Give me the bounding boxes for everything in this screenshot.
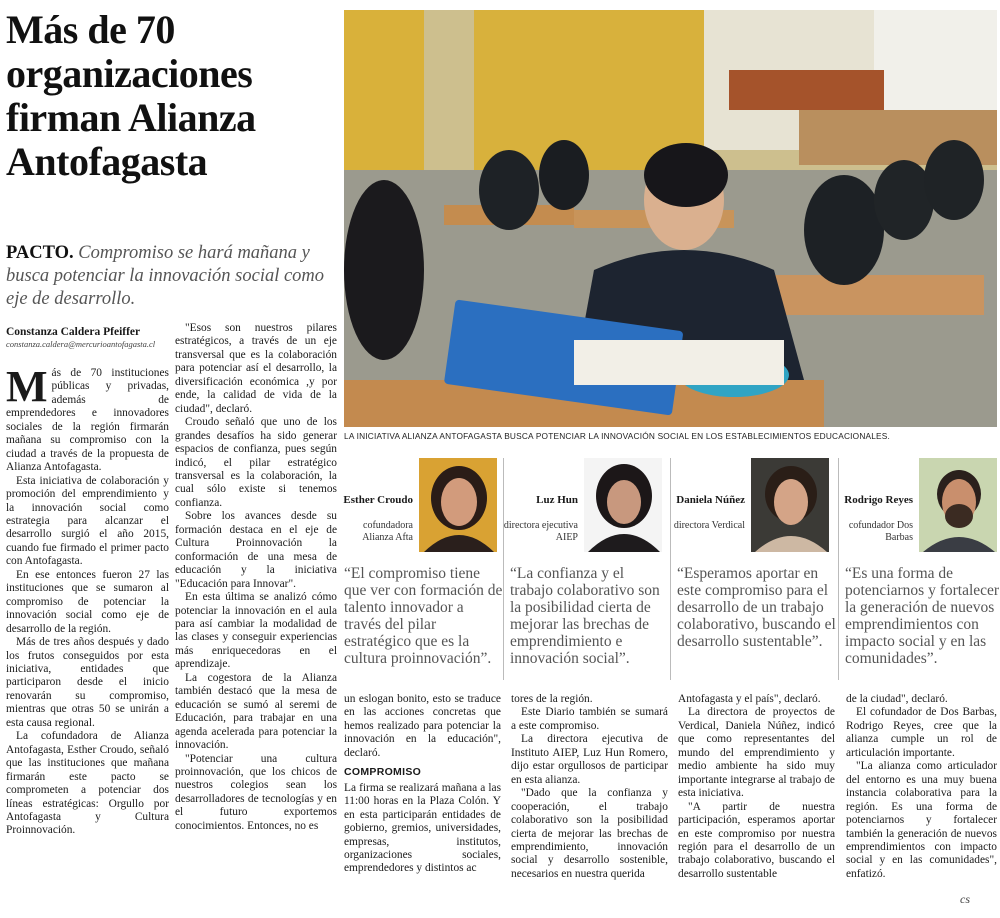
col1-p4: Más de tres años después y dado los frutos conseguidos por esta iniciativa, entidades que participaron desde el inicio renovarán su compromiso, mientras que otras 50 se unirán a esta causa regional. [6, 636, 169, 729]
body-column-6 [846, 693, 997, 881]
main-photo [344, 10, 997, 427]
body-column-3 [344, 693, 501, 876]
author-signature: cs [960, 892, 970, 906]
subhead-compromiso: COMPROMISO [344, 766, 422, 779]
col2-p5: La cogestora de la Alianza también destacó que la mesa de educación se sumó al seremi de Educación, para trabajar en una agenda acelerada para potenciar la innovación. [175, 671, 337, 752]
body-column-5 [678, 693, 835, 881]
person-role: cofundador Dos Barbas [848, 520, 913, 543]
col1-p5: La cofundadora de Alianza Antofagasta, Esther Croudo, señaló que las instituciones que mañana firmarán este pacto se comprometen a potenciar dos líneas estratégicas: Orgullo por Antofagasta y Cultura Proinnovación. [6, 730, 169, 837]
col2-p1: "Esos son nuestros pilares estratégicos, a través de un eje transversal que es la colaboración para potenciar así el desarrollo, la diversificación económica ,y por ende, la calidad de vida de la ciudad", declaró. [175, 322, 337, 415]
person-name: Esther Croudo [343, 494, 413, 506]
col5-p3: "A partir de nuestra participación, esperamos aportar en este compromiso por nuestra región para el desarrollo de un trabajo colaborativo, buscando el desarrollo sustentable [678, 800, 835, 880]
body-column-4 [511, 693, 668, 881]
col6-p1: de la ciudad", declaró. [846, 693, 948, 705]
byline [6, 325, 176, 350]
col5-p2: La directora de proyectos de Verdical, Daniela Núñez, indicó que como representantes del mundo del emprendimiento y medio ambiente ha sido muy importante integrarse al trabajo de esta iniciativa. [678, 706, 835, 800]
portrait-photo [751, 458, 829, 552]
pull-quote-daniela: “Esperamos aportar en este compromiso para el desarrollo de un trabajo colaborativo, buscando el desarrollo sustentable”. [677, 565, 836, 650]
byline-author: Constanza Caldera Pfeiffer [6, 326, 141, 338]
person-role: directora Verdical [673, 520, 745, 531]
person-daniela-nunez [667, 458, 829, 552]
portrait-photo [919, 458, 997, 552]
portrait-photo [584, 458, 662, 552]
col1-p1: ás de 70 instituciones públicas y privadas, además de emprendedores e innovadores sociales de la región firmarán mañana su compromiso con la ciudad a través de la propuesta de Alianza Antofagasta. [6, 367, 169, 474]
col2-p3: Sobre los avances desde su formación destaca en el eje de Cultura Proinnovación la conformación de una mesa de educación y la iniciativa "Educación para Innovar". [175, 510, 337, 590]
person-role: directora ejecutiva AIEP [503, 520, 578, 543]
body-column-1 [6, 362, 169, 838]
portrait-rodrigo [919, 458, 997, 552]
person-name: Luz Hun [536, 494, 578, 506]
col6-p2: El cofundador de Dos Barbas, Rodrigo Reyes, cree que la alianza cumple un rol de articulación importante. [846, 706, 997, 759]
person-name: Daniela Núñez [676, 494, 745, 506]
col1-p3: En ese entonces fueron 27 las instituciones que se sumaron al compromiso de potenciar la innovación social como eje de desarrollo de la región. [6, 568, 169, 635]
person-rodrigo-reyes [835, 458, 997, 552]
dropcap: M [6, 362, 48, 411]
col2-p6: "Potenciar una cultura proinnovación, que los chicos de nuestros colegios sean los desarrolladores de tecnologías y en el futuro exportemos conocimientos. Entonces, no es [175, 752, 337, 832]
col4-p3: La directora ejecutiva de Instituto AIEP, Luz Hun Romero, dijo estar orgullosos de participar en esta alianza. [511, 733, 668, 786]
col5-p1: Antofagasta y el país", declaró. [678, 693, 821, 705]
person-esther-croudo [335, 458, 497, 552]
portrait-photo [419, 458, 497, 552]
col2-p2: Croudo señaló que uno de los grandes desafíos ha sido generar espacios de confianza, pues según indicó, el pilar estratégico transversal es la colaboración, la cual sólo existe si tenemos confianza. [175, 416, 337, 509]
person-luz-hun [500, 458, 662, 552]
deck-kicker: PACTO. [6, 243, 74, 263]
body-column-2 [175, 322, 337, 833]
pull-quote-esther: “El compromiso tiene que ver con formación de talento innovador a través del pilar estratégico que es la cultura proinnovación”. [344, 565, 503, 667]
person-name: Rodrigo Reyes [844, 494, 913, 506]
pull-quote-rodrigo: “Es una forma de potenciarnos y fortalecer la generación de nuevos emprendimientos con impacto social y en las comunidades”. [845, 565, 1000, 667]
photo-caption: LA INICIATIVA ALIANZA ANTOFAGASTA BUSCA POTENCIAR LA INNOVACIÓN SOCIAL EN LOS ESTABLECIMIENTOS EDUCACIONALES. [344, 431, 891, 441]
deck [6, 242, 336, 311]
column-divider [670, 458, 671, 680]
col4-p4: "Dado que la confianza y cooperación, el trabajo colaborativo son la posibilidad cierta de mejorar las brechas de emprendimiento, innovación social y desarrollo sostenible, necesarios en nuestra querida [511, 787, 668, 880]
column-divider [838, 458, 839, 680]
portrait-daniela [751, 458, 829, 552]
col2-p4: En esta última se analizó cómo potenciar la innovación en el aula para así cambiar la modalidad de las clases y conseguir experiencias más enriquecedoras en el aprendizaje. [175, 591, 337, 671]
portrait-esther [419, 458, 497, 552]
classroom-photo [344, 10, 997, 427]
portrait-luz [584, 458, 662, 552]
column-divider [503, 458, 504, 680]
col6-p3: "La alianza como articulador del entorno es una muy buena instancia colaborativa para la región. Es una forma de potenciarnos y fortalecer también la generación de nuevos emprendimientos con impacto social y en las comunidades", enfatizó. [846, 760, 997, 880]
col4-p1: tores de la región. [511, 693, 593, 705]
deck-text: Compromiso se hará mañana y busca potenciar la innovación social como eje de desarrollo. [6, 243, 325, 309]
byline-email: constanza.caldera@mercurioantofagasta.cl [6, 339, 156, 349]
pull-quote-luz: “La confianza y el trabajo colaborativo son la posibilidad cierta de mejorar las brechas de emprendimiento e innovación social”. [510, 565, 660, 667]
col3-p1: un eslogan bonito, esto se traduce en las acciones concretas que hemos realizado para potenciar la innovación en la educación", declaró. [344, 693, 501, 759]
col1-p2: Esta iniciativa de colaboración y promoción del emprendimiento y la innovación social como estrategia para alcanzar el desarrollo surgió el año 2015, cuando fue firmado el primer pacto con Antofagasta. [6, 474, 169, 568]
col4-p2: Este Diario también se sumará a este compromiso. [511, 706, 668, 732]
headline: Más de 70 organizaciones firman Alianza Antofagasta [6, 7, 256, 184]
col3-p2: La firma se realizará mañana a las 11:00 horas en la Plaza Colón. Y en esta participarán entidades de gobierno, gremios, universidades, empresas, institutos, organizaciones sociales, emprendedores y distintos ac [344, 781, 501, 875]
person-role: cofundadora Alianza Afta [362, 520, 413, 543]
